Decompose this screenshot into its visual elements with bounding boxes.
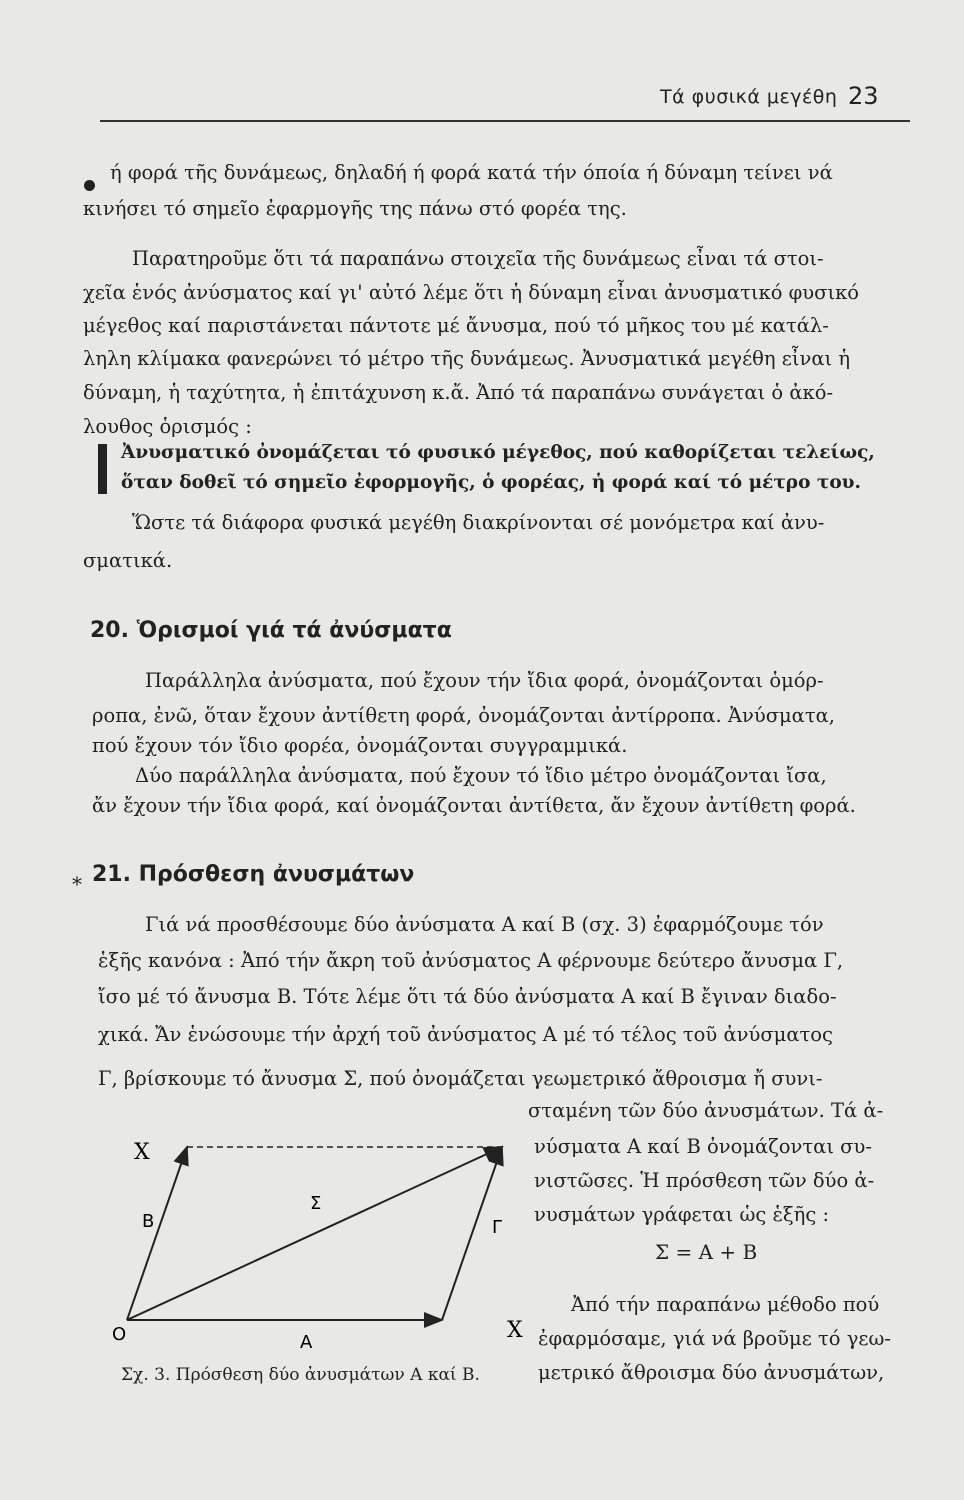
text-line: Ἀπό τήν παραπάνω μέθοδο πού bbox=[571, 1293, 880, 1316]
section-heading-20: 20. Ὁρισμοί γιά τά ἀνύσματα bbox=[90, 618, 452, 643]
running-header: Τά φυσικά μεγέθη bbox=[660, 86, 838, 108]
text-line: ροπα, ἐνῶ, ὅταν ἔχουν ἀντίθετη φορά, ὀνομάζονται ἀντίρροπα. Ἀνύσματα, bbox=[92, 704, 836, 727]
label-o: O bbox=[112, 1324, 127, 1345]
header-rule bbox=[100, 120, 910, 122]
text-line: χεῖα ἑνός ἀνύσματος καί γι' αὐτό λέμε ὅτι ἡ δύναμη εἶναι ἀνυσματικό φυσικό bbox=[83, 281, 860, 304]
label-a: A bbox=[300, 1332, 313, 1353]
label-x1: X bbox=[134, 1140, 150, 1165]
vector-addition-figure bbox=[112, 1125, 523, 1355]
text-line: ή φορά τῆς δυνάμεως, δηλαδή ή φορά κατά τήν όποία ή δύναμη τείνει νά bbox=[110, 161, 833, 184]
text-line: χικά. Ἄν ἑνώσουμε τήν ἀρχή τοῦ ἀνύσματος A μέ τό τέλος τοῦ ἀνύσματος bbox=[98, 1023, 833, 1046]
text-line: κινήσει τό σημεῖο ἐφαρμογῆς της πάνω στό φορέα της. bbox=[83, 197, 627, 220]
bullet-icon bbox=[84, 180, 95, 191]
vector-s-line bbox=[127, 1147, 502, 1320]
text-line: Δύο παράλληλα ἀνύσματα, πού ἔχουν τό ἴδιο μέτρο ὀνομάζονται ἴσα, bbox=[135, 764, 827, 787]
definition-line: ὅταν δοθεῖ τό σημεῖο ἐφορμογῆς, ὁ φορέας, ἡ φορά καί τό μέτρο του. bbox=[121, 472, 861, 493]
text-line: ληλη κλίμακα φανερώνει τό μέτρο τῆς δυνάμεως. Ἀνυσματικά μεγέθη εἶναι ἡ bbox=[83, 347, 851, 370]
text-line: δύναμη, ἡ ταχύτητα, ἡ ἐπιτάχυνση κ.ἄ. Ἀπό τά παραπάνω συνάγεται ὁ ἀκό- bbox=[83, 381, 834, 404]
text-line: ἴσο μέ τό ἄνυσμα B. Τότε λέμε ὅτι τά δύο ἀνύσματα A καί B ἔγιναν διαδο- bbox=[98, 985, 837, 1008]
text-line: Ὥστε τά διάφορα φυσικά μεγέθη διακρίνονται σέ μονόμετρα καί ἀνυ- bbox=[132, 511, 825, 534]
text-line: πού ἔχουν τόν ἴδιο φορέα, ὀνομάζονται συγγραμμικά. bbox=[92, 734, 628, 757]
definition-bar bbox=[98, 444, 107, 494]
text-line: νιστῶσες. Ἡ πρόσθεση τῶν δύο ἀ- bbox=[534, 1169, 875, 1192]
figure-caption: Σχ. 3. Πρόσθεση δύο ἀνυσμάτων A καί B. bbox=[121, 1365, 480, 1385]
text-line: ἑξῆς κανόνα : Ἀπό τήν ἄκρη τοῦ ἀνύσματος A φέρνουμε δεύτερο ἄνυσμα Γ, bbox=[98, 949, 844, 972]
label-g: Γ bbox=[492, 1217, 503, 1238]
text-line: Παράλληλα ἀνύσματα, πού ἔχουν τήν ἴδια φορά, ὀνομάζονται ὁμόρ- bbox=[145, 669, 824, 692]
text-line: νυσμάτων γράφεται ὡς ἑξῆς : bbox=[534, 1203, 830, 1226]
section-heading-21: 21. Πρόσθεση ἀνυσμάτων bbox=[92, 862, 415, 887]
text-line: ἄν ἔχουν τήν ἴδια φορά, καί ὀνομάζονται ἀντίθετα, ἄν ἔχουν ἀντίθετη φορά. bbox=[92, 794, 856, 817]
vector-b-line bbox=[127, 1147, 187, 1320]
text-line: νύσματα A καί B ὀνομάζονται συ- bbox=[534, 1135, 872, 1158]
label-s: Σ bbox=[310, 1193, 322, 1214]
text-line: Παρατηροῦμε ὅτι τά παραπάνω στοιχεῖα τῆς δυνάμεως εἶναι τά στοι- bbox=[132, 247, 824, 270]
label-b: B bbox=[142, 1211, 155, 1232]
definition-line: Ἀνυσματικό ὀνομάζεται τό φυσικό μέγεθος, πού καθορίζεται τελείως, bbox=[121, 442, 875, 463]
label-x2: X bbox=[507, 1318, 523, 1343]
text-line: λουθος ὁρισμός : bbox=[83, 415, 252, 438]
text-line: ἐφαρμόσαμε, γιά νά βροῦμε τό γεω- bbox=[538, 1327, 891, 1350]
asterisk-marker: * bbox=[72, 872, 82, 896]
text-line: Γ, βρίσκουμε τό ἄνυσμα Σ, πού ὀνομάζεται γεωμετρικό ἄθροισμα ἤ συνι- bbox=[98, 1067, 823, 1090]
text-line: σταμένη τῶν δύο ἀνυσμάτων. Τά ἀ- bbox=[528, 1099, 884, 1122]
sum-formula: Σ = A + B bbox=[655, 1240, 758, 1264]
text-line: μετρικό ἄθροισμα δύο ἀνυσμάτων, bbox=[538, 1361, 885, 1384]
text-line: μέγεθος καί παριστάνεται πάντοτε μέ ἄνυσμα, πού τό μῆκος του μέ κατάλ- bbox=[83, 314, 829, 337]
page-number: 23 bbox=[848, 82, 879, 110]
text-line: σματικά. bbox=[83, 549, 173, 572]
text-line: Γιά νά προσθέσουμε δύο ἀνύσματα A καί B (σχ. 3) ἐφαρμόζουμε τόν bbox=[145, 913, 824, 936]
